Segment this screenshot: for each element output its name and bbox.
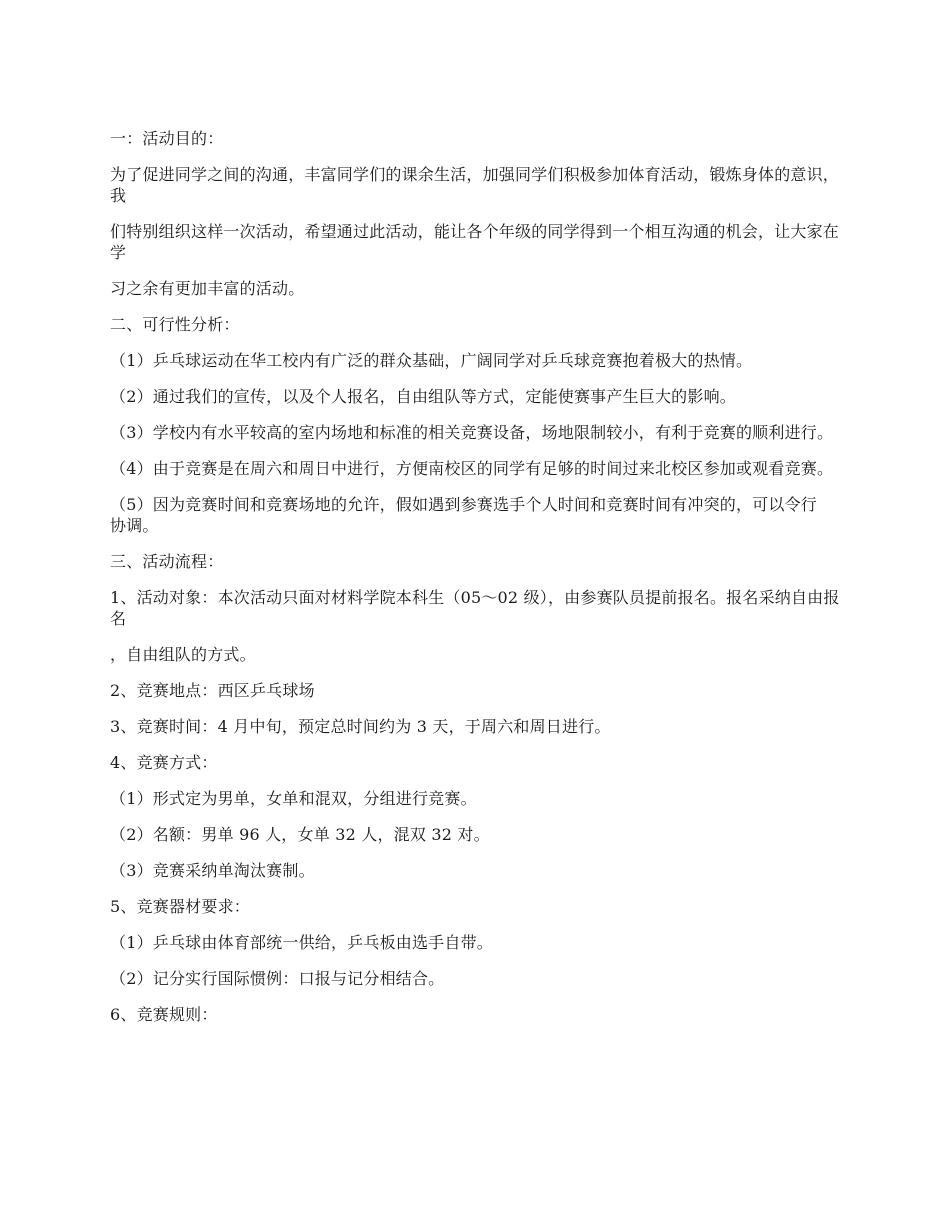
list-item: 2、竞赛地点：西区乒乓球场 (110, 681, 315, 700)
document-body (110, 128, 840, 1040)
paragraph: 1、活动对象：本次活动只面对材料学院本科生（05～02 级），由参赛队员提前报名。报名采纳自由报名 (110, 588, 840, 628)
section-heading: 一：活动目的： (110, 129, 224, 148)
paragraph: 为了促进同学之间的沟通，丰富同学们的课余生活，加强同学们积极参加体育活动，锻炼身体的意识，我 (110, 165, 840, 205)
list-item: （2）名额：男单 96 人，女单 32 人，混双 32 对。 (110, 825, 490, 844)
section-heading: 三、活动流程： (110, 552, 224, 571)
list-item: （5）因为竞赛时间和竞赛场地的允许，假如遇到参赛选手个人时间和竞赛时间有冲突的，可以令行协调。 (110, 495, 817, 535)
section-heading: 二、可行性分析： (110, 315, 240, 334)
list-item: 5、竞赛器材要求： (110, 897, 250, 916)
list-item: （1）形式定为男单，女单和混双，分组进行竞赛。 (110, 789, 477, 808)
paragraph: 们特别组织这样一次活动，希望通过此活动，能让各个年级的同学得到一个相互沟通的机会，让大家在学 (110, 222, 840, 262)
list-item: （1）乒乓球运动在华工校内有广泛的群众基础，广阔同学对乒乓球竞赛抱着极大的热情。 (110, 351, 753, 370)
list-item: （2）记分实行国际惯例：口报与记分相结合。 (110, 969, 445, 988)
paragraph: 习之余有更加丰富的活动。 (110, 279, 305, 298)
list-item: （2）通过我们的宣传，以及个人报名，自由组队等方式，定能使赛事产生巨大的影响。 (110, 387, 736, 406)
list-item: （1）乒乓球由体育部统一供给，乒乓板由选手自带。 (110, 933, 493, 952)
list-item: 4、竞赛方式： (110, 753, 218, 772)
list-item: （4）由于竞赛是在周六和周日中进行，方便南校区的同学有足够的时间过来北校区参加或观看竞赛。 (110, 459, 834, 478)
list-item: （3）学校内有水平较高的室内场地和标准的相关竞赛设备，场地限制较小，有利于竞赛的顺利进行。 (110, 423, 834, 442)
list-item: 6、竞赛规则： (110, 1005, 218, 1024)
list-item: （3）竞赛采纳单淘汰赛制。 (110, 861, 315, 880)
list-item: 3、竞赛时间：4 月中旬，预定总时间约为 3 天，于周六和周日进行。 (110, 717, 611, 736)
paragraph: ，自由组队的方式。 (110, 645, 256, 664)
